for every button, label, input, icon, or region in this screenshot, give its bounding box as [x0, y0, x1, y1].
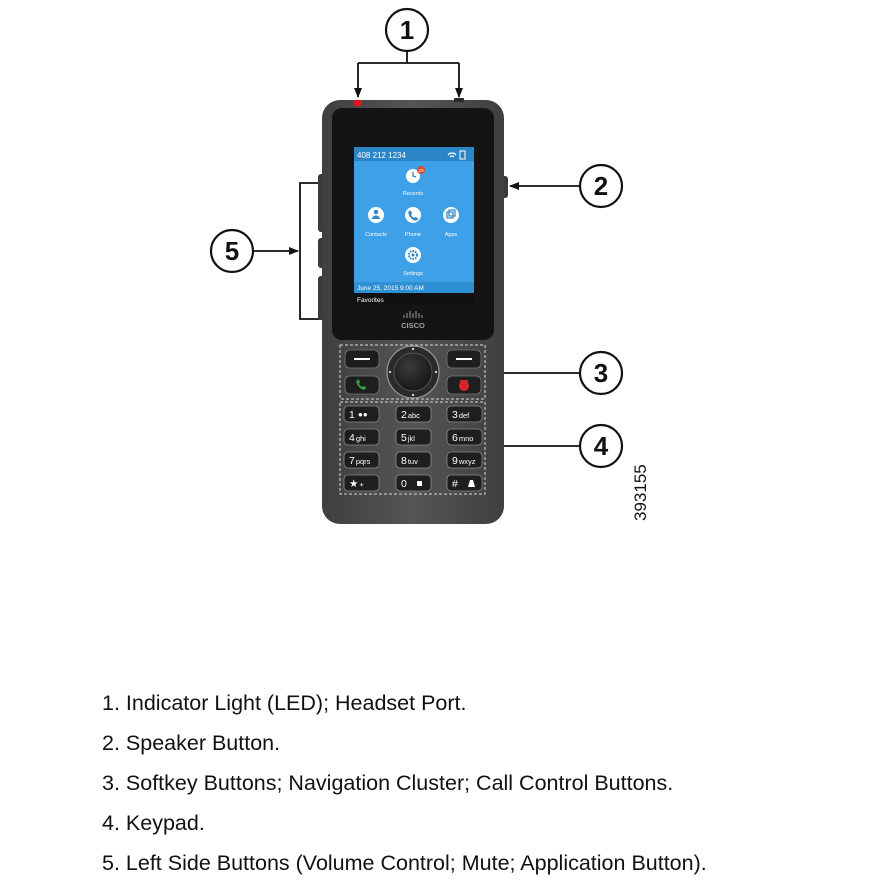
brand-text: CISCO	[401, 321, 425, 330]
voicemail-icon: ●●	[358, 410, 368, 419]
callout-1-number: 1	[399, 15, 415, 45]
key-label: 7pqrs	[349, 455, 371, 467]
legend-item-3: 3. Softkey Buttons; Navigation Cluster; Call Control Buttons.	[102, 771, 674, 795]
callout-1	[386, 9, 428, 51]
key-label: 2abc	[401, 409, 420, 421]
key-pound[interactable]	[447, 475, 482, 491]
callout-4	[580, 425, 622, 467]
key-5[interactable]	[396, 429, 431, 445]
key-label: 9wxyz	[452, 455, 476, 467]
app-label-contacts: Contacts	[365, 232, 387, 238]
legend-item-1: 1. Indicator Light (LED); Headset Port.	[102, 691, 467, 715]
legend-list	[102, 686, 707, 886]
key-2[interactable]	[396, 406, 431, 422]
app-label-recents: Recents	[402, 191, 424, 197]
callout-4-number: 4	[593, 431, 609, 461]
callout-5-number: 5	[224, 236, 240, 266]
callout-5	[211, 230, 253, 272]
key-6[interactable]	[447, 429, 482, 445]
callout-5-bracket	[253, 183, 320, 319]
led-indicator-icon	[354, 100, 362, 106]
screen-date-time: June 25, 2015 9:00 AM	[357, 285, 424, 292]
navigation-select-button[interactable]	[394, 353, 432, 391]
callout-2-number: 2	[593, 171, 609, 201]
callout-3	[580, 352, 622, 394]
legend-item-5: 5. Left Side Buttons (Volume Control; Mute; Application Button).	[102, 851, 707, 875]
key-3[interactable]	[447, 406, 482, 422]
key-label: 8tuv	[401, 455, 418, 467]
recents-badge: 20	[418, 168, 424, 173]
key-9[interactable]	[447, 452, 482, 468]
answer-call-button[interactable]	[345, 376, 379, 394]
key-4[interactable]	[344, 429, 379, 445]
legend-item-4: 4. Keypad.	[102, 811, 205, 835]
app-label-settings: Settings	[403, 271, 423, 277]
lock-icon	[417, 481, 422, 486]
key-label: 6mno	[452, 432, 474, 444]
key-label: 3def	[452, 409, 470, 421]
figure-id: 393155	[631, 464, 650, 521]
navigation-cluster[interactable]	[387, 346, 439, 398]
phone	[318, 98, 508, 524]
headset-port[interactable]	[454, 98, 464, 102]
key-label: 0	[401, 478, 407, 490]
key-label: 5jkl	[401, 432, 415, 444]
key-star[interactable]	[344, 475, 379, 491]
callout-3-number: 3	[593, 358, 609, 388]
app-label-apps: Apps	[444, 232, 458, 238]
key-label: 4ghi	[349, 432, 366, 444]
app-label-phone: Phone	[405, 232, 421, 238]
red-handset-icon	[459, 380, 469, 391]
key-label: ★+	[349, 478, 364, 490]
key-1[interactable]	[344, 406, 379, 422]
key-0[interactable]	[396, 475, 431, 491]
legend-item-2: 2. Speaker Button.	[102, 731, 281, 755]
callout-1-leader	[358, 51, 459, 97]
key-7[interactable]	[344, 452, 379, 468]
callout-2	[580, 165, 622, 207]
key-label: #	[452, 478, 458, 490]
status-number: 408 212 1234	[357, 151, 406, 160]
key-8[interactable]	[396, 452, 431, 468]
key-label: 1	[349, 409, 355, 421]
screen-softkey-label: Favorites	[357, 297, 384, 304]
